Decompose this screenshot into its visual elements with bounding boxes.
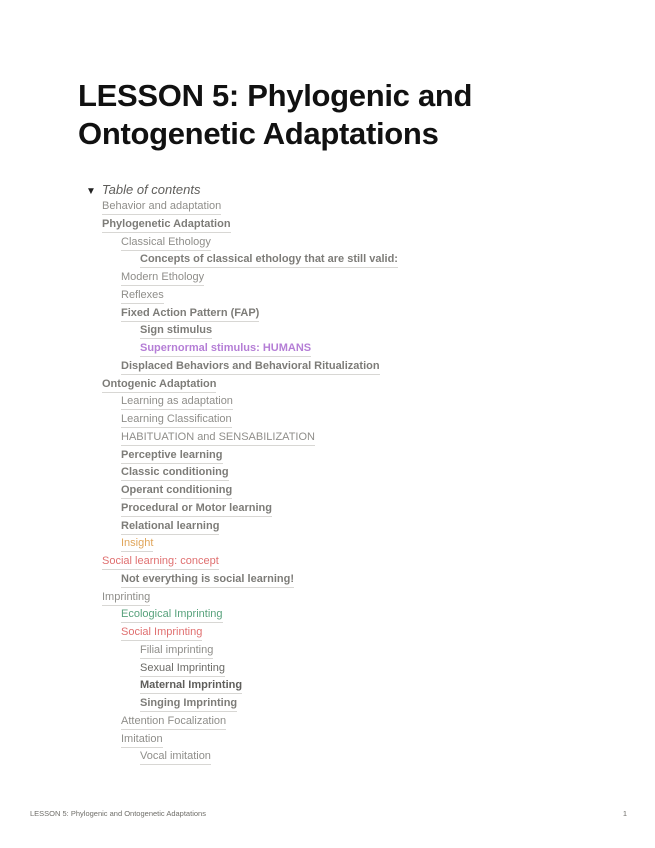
toc-link[interactable]: Reflexes (121, 288, 164, 304)
toc-link[interactable]: Displaced Behaviors and Behavioral Ritualization (121, 359, 380, 375)
toc-link[interactable]: Operant conditioning (121, 483, 232, 499)
toc-link[interactable]: Learning as adaptation (121, 394, 233, 410)
toc-header-label: Table of contents (101, 182, 201, 197)
toc-link[interactable]: Supernormal stimulus: HUMANS (140, 341, 311, 357)
toc-link[interactable]: Attention Focalization (121, 714, 226, 730)
toc-link[interactable]: Social Imprinting (121, 625, 202, 641)
page-title: LESSON 5: Phylogenic and Ontogenetic Adaptations (78, 78, 473, 151)
toc-link[interactable]: Imitation (121, 732, 163, 748)
toc-link[interactable]: Relational learning (121, 519, 219, 535)
toc-link[interactable]: Phylogenetic Adaptation (102, 217, 231, 233)
toc-link[interactable]: Learning Classification (121, 412, 232, 428)
toc-link[interactable]: Behavior and adaptation (102, 199, 221, 215)
toc-link[interactable]: Classic conditioning (121, 465, 229, 481)
toc-link[interactable]: Vocal imitation (140, 749, 211, 765)
toc-link[interactable]: Procedural or Motor learning (121, 501, 272, 517)
toc-link[interactable]: Concepts of classical ethology that are still valid: (140, 252, 398, 268)
toc-link[interactable]: Maternal Imprinting (140, 678, 242, 694)
toc-link[interactable]: Sexual Imprinting (140, 661, 225, 677)
footer-title: LESSON 5: Phylogenic and Ontogenetic Adaptations (30, 809, 206, 818)
toc-link[interactable]: Singing Imprinting (140, 696, 237, 712)
toc-link[interactable]: Sign stimulus (140, 323, 212, 339)
toc-link[interactable]: Imprinting (102, 590, 150, 606)
toc-link[interactable]: Insight (121, 536, 153, 552)
toc-link[interactable]: Ecological Imprinting (121, 607, 223, 623)
toc-link[interactable]: Not everything is social learning! (121, 572, 294, 588)
toc-link[interactable]: HABITUATION and SENSABILIZATION (121, 430, 315, 446)
toc-link[interactable]: Perceptive learning (121, 448, 223, 464)
page-number: 1 (622, 809, 627, 818)
toc-link[interactable]: Filial imprinting (140, 643, 213, 659)
toc-link[interactable]: Classical Ethology (121, 235, 211, 251)
toc-link[interactable]: Ontogenic Adaptation (102, 377, 216, 393)
toc-toggle[interactable] (86, 182, 200, 200)
toc-link[interactable]: Modern Ethology (121, 270, 204, 286)
toc-link[interactable]: Fixed Action Pattern (FAP) (121, 306, 259, 322)
triangle-down-icon[interactable]: ▼ (86, 186, 96, 197)
toc-link[interactable]: Social learning: concept (102, 554, 219, 570)
